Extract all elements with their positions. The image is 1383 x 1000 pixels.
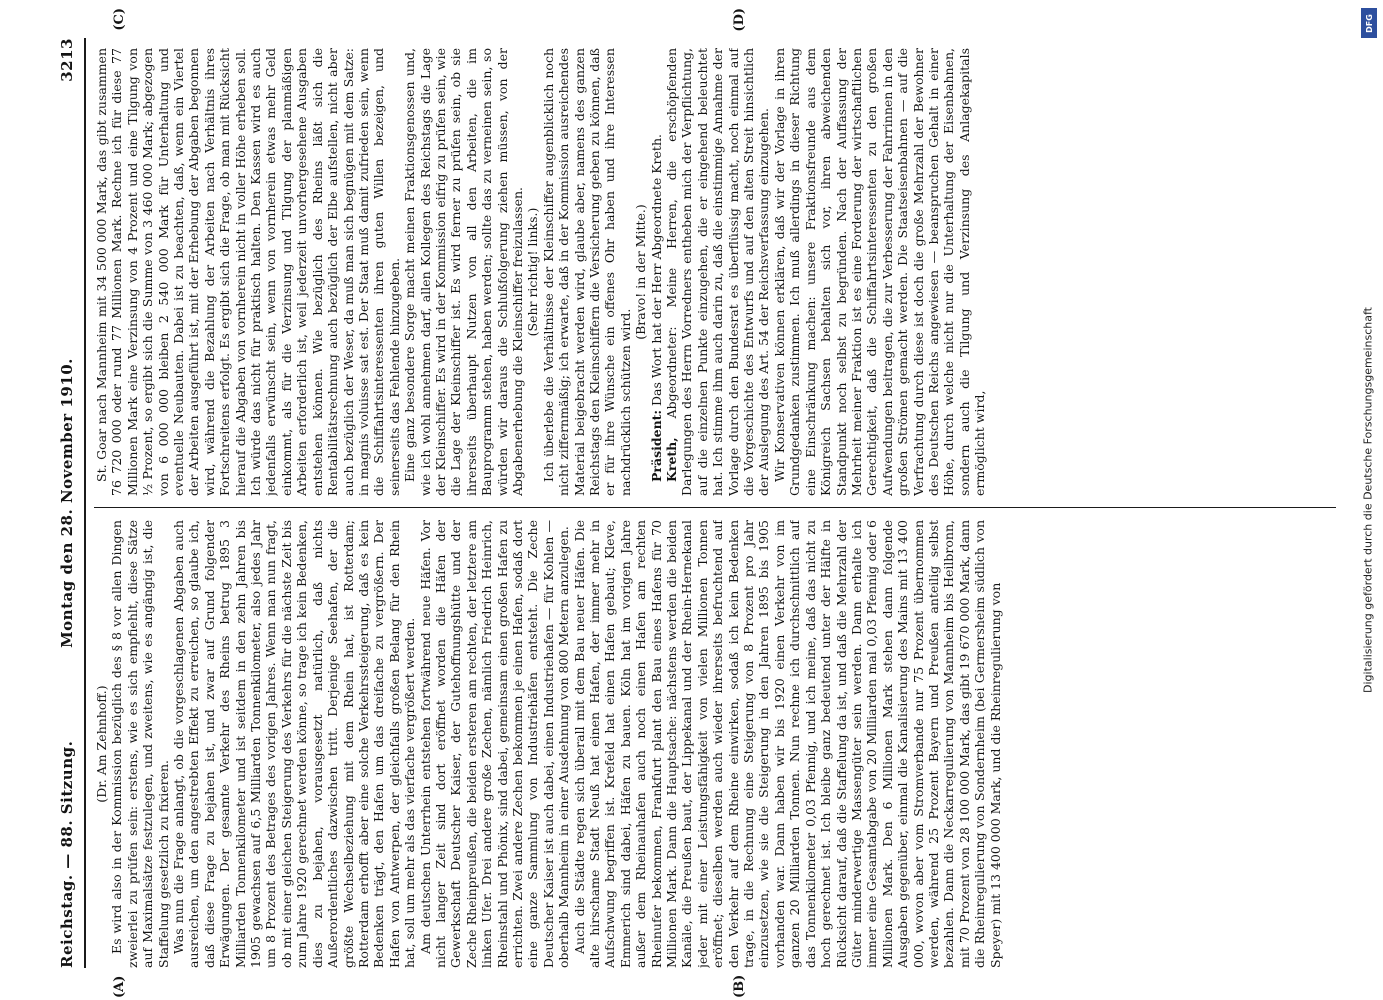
- rotated-page-content: [52, 8, 1342, 998]
- interjection: (Bravo! in der Mitte.): [633, 204, 649, 340]
- left-column: [94, 520, 1336, 968]
- president-remark: Präsident: Das Wort hat der Herr Abgeordnete Kreth.: [648, 134, 664, 482]
- paragraph: Es wird also in der Kommission bezüglich des § 8 vor allen Dingen zweierlei zu prüfen sein: erstens, wie es sich empfiehlt, diese Sätze auf Maximalsätze festzulegen, und zweitens, wie es angängig ist, die Staffelung gesetzlich zu fixieren.: [109, 520, 171, 968]
- running-head: [58, 38, 86, 968]
- paragraph: Was nun die Frage anlangt, ob die vorgeschlagenen Abgaben auch ausreichen, um den angestrebten Effekt zu erreichen, so glaube ich, daß diese Frage zu bejahen ist, und zwar auf Grund folgender Erwägungen. Der gesamte Verkehr des Rheins betrug 1895 3 Milliarden Tonnenkilometer und ist seitdem in den zehn Jahren bis 1905 gewachsen auf 6,5 Milliarden Tonnenkilometer, also jedes Jahr um 8 Prozent des Betrages des vorigen Jahres. Wenn man nun fragt, ob mit einer gleichen Steigerung des Verkehrs für die nächste Zeit bis zum Jahre 1920 gerechnet werden könne, so trage ich kein Bedenken, dies zu bejahen, vorausgesetzt natürlich, daß nichts Außerordentliches dazwischen tritt. Derjenige Seehafen, der die größte Wechselbeziehung mit dem Rhein hat, ist Rotterdam; Rotterdam erhofft aber eine solche Verkehrssteigerung, daß es kein Bedenken trägt, den Hafen um das dreifache zu vergrößern. Der Hafen von Antwerpen, der gleichfalls großen Belang für den Rhein hat, soll um mehr als das vierfache vergrößert werden.: [171, 520, 418, 968]
- paragraph: Am deutschen Unterrhein entstehen fortwährend neue Häfen. Vor nicht langer Zeit sind dort eröffnet worden die Häfen der Gewerkschaft Deutscher Kaiser, der Gutehoffnungshütte und der Zeche Rheinpreußen, die beiden ersteren am rechten, der letztere am linken Ufer. Drei andere große Zechen, nämlich Friedrich Heinrich, Rheinstahl und Phönix, sind dabei, gemeinsam einen großen Hafen zu errichten. Zwei andere Zechen bekommen je einen Hafen, sodaß dort eine ganze Sammlung von Industriehäfen entsteht. Die Zeche Deutscher Kaiser ist auch dabei, einen Industriehafen — für Kohlen — oberhalb Mannheim in einer Ausdehnung von 800 Metern anzulegen.: [417, 520, 572, 968]
- speaker-head: (Dr. Am Zehnhoff.): [94, 685, 109, 803]
- column-divider: [94, 507, 1336, 508]
- margin-mark-a: (A): [112, 975, 127, 998]
- kreth-speech: Kreth, Abgeordneter: Meine Herren, die erschöpfenden Darlegungen des Herrn Vorredners entheben mich der Verpflichtung, auf die einzelnen Punkte einzugehen, die er eingehend beleuchtet hat. Ich stimme ihm auch darin zu, daß die einstimmige Annahme der Vorlage durch den Bundesrat es überflüssig macht, noch einmal auf die Vorgeschichte des Entwurfs und auf den alten Streit hinsichtlich der Auslegung des Art. 54 der Reichsverfassung einzugehen.: [664, 48, 772, 496]
- running-head-left: Reichstag. — 88. Sitzung.: [58, 740, 76, 968]
- running-head-date: Montag den 28. November 1910.: [58, 358, 76, 648]
- dfg-logo: DFG: [1361, 8, 1377, 38]
- speaker-name: Präsident:: [648, 409, 664, 482]
- paragraph: Auch die Städte regen sich überall mit dem Bau neuer Häfen. Die alte hirschame Stadt Neuß hat einen Hafen, der immer mehr in Aufschwung begriffen ist. Krefeld hat einen Hafen gebaut; Kleve, Emmerich sind dabei, Häfen zu bauen. Köln hat im vorigen Jahre außer dem Rheinauhafen auch noch einen Hafen am rechten Rheinufer bekommen, Frankfurt plant den Bau eines Hafens für 70 Millionen Mark. Dann die Hauptsache: nächstens werden die beiden Kanäle, die Preußen baut, der Lippekanal und der Rhein-Hernekanal jeder mit einer Leistungsfähigkeit von vielen Millionen Tonnen eröffnet; dieselben werden auch wieder ihrerseits befruchtend auf den Verkehr auf dem Rheine einwirken, sodaß ich kein Bedenken trage, in die Rechnung eine Steigerung von 8 Prozent pro Jahr einzusetzen, wie sie die Steigerung in den Jahren 1895 bis 1905 vorhanden war. Dann haben wir bis 1920 einen Verkehr von im ganzen 20 Milliarden Tonnen. Nun rechne ich durchschnittlich auf das Tonnenkilometer 0,03 Pfennig, und ich meine, daß das nicht zu hoch gerechnet ist. Ich bleibe ganz bedeutend unter der Hälfte in Rücksicht darauf, daß die Staffelung da ist, und daß die Mehrzahl der Güter minderwertige Massengüter sein werden. Dann erhalte ich immer eine Gesamtabgabe von 20 Milliarden mal 0,03 Pfennig oder 6 Millionen Mark. Den 6 Millionen Mark stehen dann folgende Ausgaben gegenüber, einmal die Kanalisierung des Mains mit 13 400 000, wovon aber vom Stromverbande nur 75 Prozent übernommen werden, während 25 Prozent Bayern und Preußen anteilig selbst bezahlen. Dann die Neckarregulierung von Mannheim bis Heilbronn, mit 70 Prozent von 28 100 000 Mark, das gibt 19 670 000 Mark, dann die Rheinregulierung von Sondernheim (bei Germersheim südlich von Speyer) mit 13 400 000 Mark, und die Rheinregulierung von: [571, 520, 1003, 968]
- margin-mark-d: (D): [732, 8, 747, 32]
- right-column: [94, 48, 1336, 496]
- paragraph: Ich überlebe die Verhältnisse der Kleinschiffer augenblicklich noch nicht ziffernmäßig; ich erwarte, daß in der Kommission ausreichendes Material beigebracht werden wird, glaube aber, namens des ganzen Reichstags den Kleinschiffern die Versicherung geben zu können, daß er für ihre Wünsche ein offenes Ohr haben und ihre Interessen nachdrücklich schützen wird.: [540, 48, 633, 496]
- paragraph: Eine ganz besondere Sorge macht meinen Fraktionsgenossen und, wie ich wohl annehmen darf, allen Kollegen des Reichstags die Lage der Kleinschiffer. Es wird in der Kommission eifrig zu prüfen sein, wie die Lage der Kleinschiffer ist. Es wird ferner zu prüfen sein, ob sie ihrerseits überhaupt Nutzen von all den Arbeiten, die im Bauprogramm stehen, haben werden; sollte das zu verneinen sein, so würden wir daraus die Schlußfolgerung ziehen müssen, von der Abgabenerhebung die Kleinschiffer freizulassen.: [402, 48, 525, 496]
- interjection: (Sehr richtig! links.): [525, 207, 541, 337]
- paragraph: Wir Konservativen können erklären, daß wir der Vorlage in ihren Grundgedanken zustimmen. Ich muß allerdings in dieser Richtung eine Einschränkung machen: unsere Fraktionsfreunde aus dem Königreich Sachsen behalten sich vor, ihren abweichenden Standpunkt noch selbst zu begründen. Nach der Auffassung der Mehrheit meiner Fraktion ist es eine Forderung der wirtschaftlichen Gerechtigkeit, daß die Schiffahrtsinteressenten zu den großen Aufwendungen beitragen, die zur Verbesserung der Fahrrinnen in den großen Strömen gemacht werden. Die Staatseisenbahnen — auf die Verfrachtung durch diese ist doch die große Mehrzahl der Bewohner des Deutschen Reichs angewiesen — beanspruchen Gehalt in einer Höhe, durch welche nicht nur die Unterhaltung der Eisenbahnen, sondern auch die Tilgung und Verzinsung des Anlagekapitals ermöglicht wird,: [771, 48, 988, 496]
- scanned-page: [52, 8, 1342, 998]
- page-number: 3213: [58, 38, 76, 82]
- speaker-name: Kreth,: [664, 437, 680, 482]
- digitization-note: [1353, 0, 1383, 1000]
- margin-mark-c: (C): [112, 8, 127, 31]
- paragraph: St. Goar nach Mannheim mit 34 500 000 Mark, das gibt zusammen 76 720 000 oder rund 77 Millionen Mark. Rechne ich für diese 77 Millionen Mark eine Verzinsung von 4 Prozent und eine Tilgung von ½ Prozent, so ergibt sich die Summe von 3 460 000 Mark; abgezogen von 6 000 000 bleiben 2 540 000 Mark für Unterhaltung und eventuelle Neubauten. Dabei ist zu beachten, daß, wenn ein Viertel der Arbeiten ausgeführt ist, mit der Erhebung der Abgaben begonnen wird, während die Bezahlung der Arbeiten nach Verhältnis ihres Fortschreitens erfolgt. Es ergibt sich die Frage, ob man mit Rücksicht hierauf die Abgaben von vornherein nicht in voller Höhe erheben soll. Ich würde das nicht für praktisch halten. Den Kassen wird es auch jedenfalls erwünscht sein, wenn von vornherein etwas mehr Geld einkommt, als für die Verzinsung und Tilgung der planmäßigen Arbeiten erforderlich ist, weil jederzeit unvorhergesehene Ausgaben entstehen können. Wie bezüglich des Rheins läßt sich die Rentabilitätsrechnung auch bezüglich der Elbe aufstellen, nicht aber auch bezüglich der Weser, da muß man sich begnügen mit dem Satze: in magnis voluisse sat est. Der Staat muß damit zufrieden sein, wenn die Schiffahrtsinteressenten ihren guten Willen bezeigen, und seinerseits das Fehlende hinzugeben.: [94, 48, 402, 496]
- digitization-credit: Digitalisierung gefördert durch die Deutsche Forschungsgemeinschaft: [1361, 307, 1375, 693]
- margin-mark-b: (B): [732, 974, 747, 998]
